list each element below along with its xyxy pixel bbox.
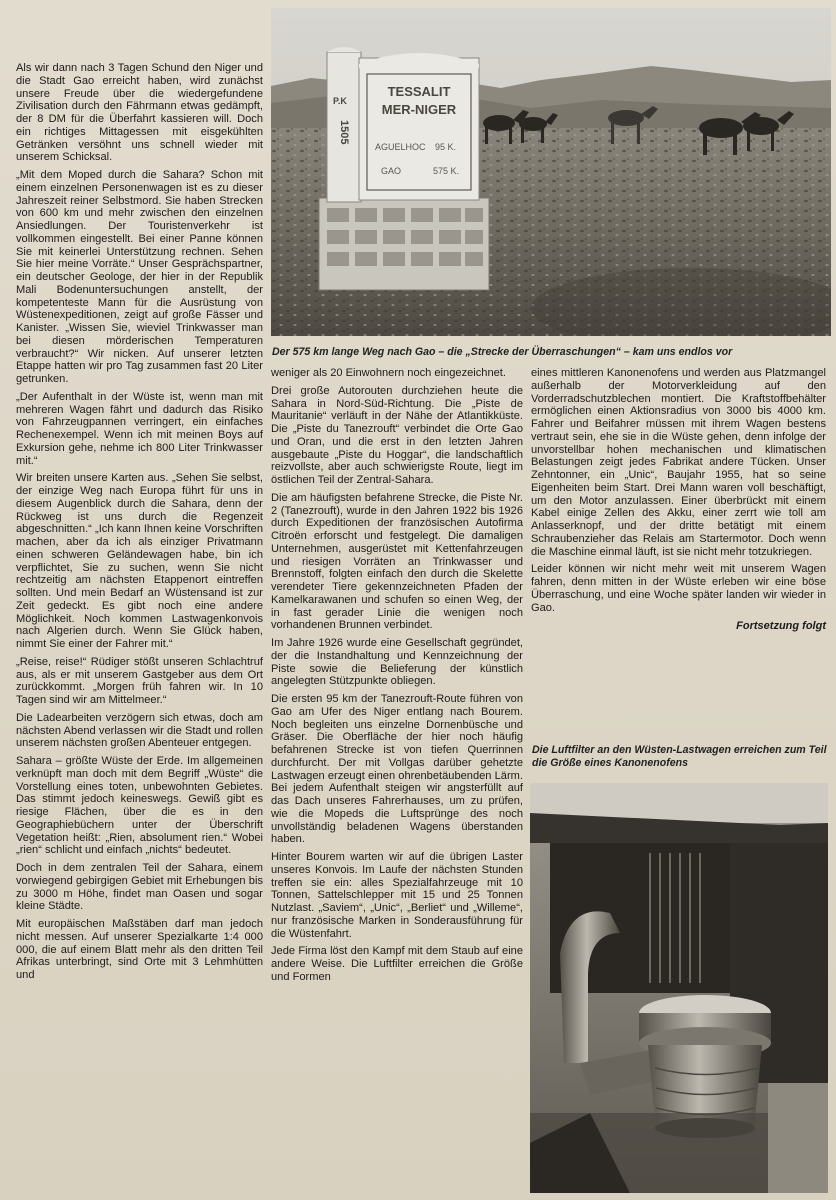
milestone-dist1: 95 K. xyxy=(435,142,457,152)
milestone-dist2: 575 K. xyxy=(433,166,460,176)
article-column-2 xyxy=(271,367,523,989)
paragraph: Doch in dem zentralen Teil der Sahara, einem vorwiegend gebirgigen Gebiet mit Erhebungen bis zu 3000 m Höhe, findet man Oasen und sogar kleine Städte. xyxy=(16,862,263,913)
paragraph: Im Jahre 1926 wurde eine Gesellschaft gegründet, der die Instandhaltung und Kennzeichnung der Piste sowie die Belieferung der künstlich angelegten Stützpunkte obliegen. xyxy=(271,637,523,688)
milestone-photo xyxy=(271,8,831,336)
milestone-line1: TESSALIT xyxy=(387,84,451,99)
air-filter-photo-image xyxy=(530,783,828,1193)
paragraph: „Mit dem Moped durch die Sahara? Schon mit einem einzelnen Personenwagen ist es zu dieser Jahreszeit reiner Selbstmord. Sie haben Strecken von 600 km und mehr zwischen den einzelnen Ansiedlungen. Der Touristenverkehr ist vollkommen eingestellt. Bei einer Panne können Sie mit keinerlei Unterstützung rechnen. Sehen Sie hier meine Vorräte.“ Unser Gesprächspartner, ein deutscher Geologe, der hier in der Republik Mali Bodenuntersuchungen anstellt, der kompetenteste Mann für die Ausrüstung von Wüstenexpeditionen, zeigt auf große Fässer und Kanister. „Wissen Sie, wieviel Trinkwasser man bei diesen mörderischen Temperaturen verbraucht?“ Wir nicken. Auf unserer letzten Etappe hatten wir pro Tag zusammen fast 20 Liter getrunken. xyxy=(16,169,263,385)
article-column-3 xyxy=(531,367,826,633)
photo2-caption: Die Luftfilter an den Wüsten-Lastwagen erreichen zum Teil die Größe eines Kanonenofens xyxy=(532,744,827,769)
milestone-place2: GAO xyxy=(381,166,402,176)
paragraph: Leider können wir nicht mehr weit mit unserem Wagen fahren, denn mitten in der Wüste erleben wir eine böse Überraschung, und eine Woche später landen wir wieder in Gao. xyxy=(531,563,826,614)
paragraph: Hinter Bourem warten wir auf die übrigen Laster unseres Konvois. Im Laufe der nächsten Stunden treffen sie ein: alles Spezialfahrzeuge mit 10 Tonnen, Sattelschlepper mit 15 und 25 Tonnen Nutzlast. „Saviem“, „Unic“, „Berliet“ und „Willeme“, nur französische Marken in Sonderausführung für die Wüstenfahrt. xyxy=(271,851,523,940)
paragraph: Drei große Autorouten durchziehen heute die Sahara in Nord-Süd-Richtung. Die „Piste de Mauritanie“ verläuft in der Nähe der Atlantikküste. Die „Piste du Tanezrouft“ verbindet die Orte Gao und Oran, und die erst in den letzten Jahren ausgebaute „Piste du Hoggar“, die landschaftlich reizvollste, aber auch schwierigste Route, liegt im östlichen Teil der Zentral-Sahara. xyxy=(271,384,523,486)
paragraph: Wir breiten unsere Karten aus. „Sehen Sie selbst, der einzige Weg nach Europa führt für uns in diesem Augenblick durch die Sahara, denn der Rückweg ist uns durch die Regenzeit abgeschnitten.“ „Ich kann Ihnen keine Vorschriften machen, aber da ich als einziger Privatmann einen schweren Geländewagen habe, bin ich verpflichtet, Sie zu suchen, wenn Sie nicht rechtzeitig am nächsten Etappenort eintreffen sollten. Und mein Bedarf an Wüstensand ist zur Zeit gedeckt. Es gibt noch eine andere Möglichkeit. Noch kommen Lastwagenkonvois nach Algerien durch. Wenn Sie Glück haben, nimmt Sie einer der Fahrer mit.“ xyxy=(16,472,263,650)
milestone-line2: MER-NIGER xyxy=(381,102,457,117)
paragraph: Als wir dann nach 3 Tagen Schund den Niger und die Stadt Gao erreicht haben, wird zunächst unsere Freude über die wiedergefundene Zivilisation durch den Fährmann etwas gedämpft, der 8 DM für die Überfahrt kassieren will. Doch ein richtiges Mittagessen mit eisgekühlten Getränken versöhnt uns schnell wieder mit unserem Schicksal. xyxy=(16,62,263,164)
paragraph: Sahara – größte Wüste der Erde. Im allgemeinen verknüpft man doch mit dem Begriff „Wüste“ die Vorstellung eines toten, unbewohnten Gebietes. Das stimmt jedoch keineswegs. Gewiß gibt es riesige Flächen, über die es in den Geographiebüchern unter der Überschrift Vegetation heißt: „Rien, absolument rien.“ Wobei „rien“ schlicht und einfach „nichts“ bedeutet. xyxy=(16,755,263,857)
article-column-1 xyxy=(16,62,263,987)
milestone-pk-number: 1505 xyxy=(338,120,350,145)
milestone-place1: AGUELHOC xyxy=(375,142,426,152)
paragraph: weniger als 20 Einwohnern noch eingezeichnet. xyxy=(271,367,506,379)
milestone xyxy=(319,47,489,290)
paragraph: eines mittleren Kanonenofens und werden aus Platzmangel außerhalb der Motorverkleidung auf den Vorderradschutzblechen montiert. Die Kraftstoffbehälter ermöglichen einen Aktionsradius von 3000 bis 4000 km. Fahrer und Beifahrer müssen mit ihrem Wagen bestens vertraut sein, ehe sie in die Wüste gehen, denn infolge der unvorstellbar hohen mechanischen und klimatischen Belastungen zeigt jedes Fabrikat andere Tücken. Unser Zehntonner, ein „Unic“, Baujahr 1955, hat so seine Eigenheiten beim Start. Drei Mann waren voll beschäftigt, um den Motor anzulassen. Einer überbrückt mit einem Kabel einige Zellen des Akku, einer zerrt wie toll am Anlasserknopf, und der dritte betätigt mit einem Schraubenzieher das Relais am Startermotor. Doch wenn die Maschine einmal läuft, ist sie nicht mehr totzukriegen. xyxy=(531,367,826,558)
paragraph: „Der Aufenthalt in der Wüste ist, wenn man mit mehreren Wagen fährt und dadurch das Risiko von Fahrzeugpannen verringert, ein einfaches Rechenexempel. Wenn ich mit meinen Boys auf Exkursion gehe, nehme ich 800 Liter Trinkwasser mit.“ xyxy=(16,390,263,467)
paragraph: Die Ladearbeiten verzögern sich etwas, doch am nächsten Abend verlassen wir die Stadt und rollen unserem nächsten großen Abenteuer entgegen. xyxy=(16,711,263,750)
paragraph: Die am häufigsten befahrene Strecke, die Piste Nr. 2 (Tanezrouft), wurde in den Jahren 1922 bis 1926 durch Expeditionen der französischen Autofirma Citroën erforscht und festgelegt. Die damaligen Unternehmen, ausgerüstet mit Kettenfahrzeugen und riesigen Vorräten an Trinkwasser und Brennstoff, folgten einfach den durch die Skelette verendeter Tiere gekennzeichneten Pfaden der Kamelkarawanen und schufen so einen Weg, der in fast gerader Linie die wenigen noch vorhandenen Brunnen verbindet. xyxy=(271,491,523,632)
paragraph: „Reise, reise!“ Rüdiger stößt unseren Schlachtruf aus, als er mit unserem Gastgeber aus dem Ort zurückkommt. „Morgen früh fahren wir. In 10 Tagen sind wir am Mittelmeer.“ xyxy=(16,655,263,706)
continuation-note: Fortsetzung folgt xyxy=(736,620,826,633)
paragraph: Die ersten 95 km der Tanezrouft-Route führen von Gao am Ufer des Niger entlang nach Bourem. Noch begleiten uns einzelne Dornenbüsche und Gräser. Die Oberfläche der hier noch häufig befahrenen Strecke ist von tiefen Querrinnen durchfurcht. Der mit Vollgas darüber gehetzte Lastwagen erzeugt einen ohrenbetäubenden Lärm. Bei jedem Aufenthalt steigen wir angsterfüllt auf das Dach unseres Fahrerhauses, um zu prüfen, wie die Mopeds die Luftsprünge des noch unvollständig beladenen Wagens überstanden haben. xyxy=(271,693,523,846)
paragraph: Jede Firma löst den Kampf mit dem Staub auf eine andere Weise. Die Luftfilter erreichen die Größe und Formen xyxy=(271,945,523,983)
milestone-pk-label: P.K xyxy=(333,96,347,106)
milestone-photo-image xyxy=(271,8,831,336)
paragraph: Mit europäischen Maßstäben darf man jedoch nicht messen. Auf unserer Spezialkarte 1:4 000 000, die auf einem Blatt mehr als den dritten Teil Afrikas unterbringt, sind Orte mit 3 Lehmhütten und xyxy=(16,918,263,981)
photo1-caption: Der 575 km lange Weg nach Gao – die „Strecke der Überraschungen“ – kam uns endlos vor xyxy=(272,346,733,358)
air-filter-photo xyxy=(530,783,828,1193)
